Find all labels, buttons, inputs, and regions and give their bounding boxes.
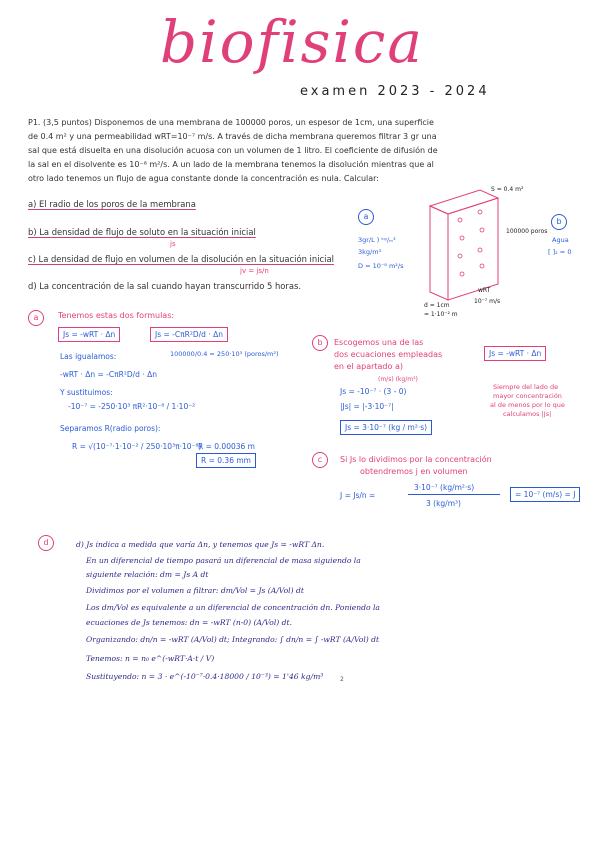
- page-number: 2: [340, 676, 344, 683]
- diagram-thickness-1: d = 1cm: [424, 302, 450, 309]
- question-c: c) La densidad de flujo en volumen de la disolución en la situación inicial: [28, 254, 334, 264]
- diagram-pores: 100000 poros: [506, 228, 548, 235]
- page-title: biofisica: [160, 8, 424, 76]
- solution-d-marker: d: [38, 535, 54, 551]
- solution-d-line-5: Los dm/Vol es equivalente a un diferencial de concentración dn. Poniendo la: [86, 603, 380, 612]
- solution-a-formula-2: Js = -CπR²D/d · Δn: [150, 327, 228, 342]
- question-b: b) La densidad de flujo de soluto en la situación inicial: [28, 227, 256, 237]
- solution-b-formula: Js = -wRT · Δn: [484, 346, 546, 361]
- solution-b-result: Js = 3·10⁻⁷ (kg / m²·s): [340, 420, 432, 435]
- question-c-note: jv = js/n: [240, 267, 269, 275]
- diagram-conc-1: 3gr/L ) ᵏᵍ/ₘ³: [358, 236, 396, 244]
- solution-b-text-1: Escogemos una de las: [334, 338, 424, 347]
- solution-b-units: (m/s) (kg/m³): [378, 376, 418, 383]
- question-b-note: js: [170, 240, 176, 248]
- solution-a-separate: Separamos R(radio poros):: [60, 424, 161, 433]
- solution-b-note-1: Siempre del lado de: [493, 383, 559, 391]
- diagram-surface: S = 0.4 m²: [491, 186, 524, 193]
- problem-line-1: P1. (3,5 puntos) Disponemos de una membrana de 100000 poros, un espesor de 1cm, una superficie: [28, 118, 434, 127]
- diagram-label-b: b: [551, 214, 567, 230]
- solution-a-equation-2: -10⁻⁷ = -250·10³ πR²·10⁻⁸ / 1·10⁻²: [68, 402, 196, 411]
- problem-line-4: la sal en el disolvente es 10⁻⁸ m²/s. A un lado de la membrana tenemos la disolución mientras que al: [28, 160, 434, 169]
- diagram-water-conc: [ ]₂ = 0: [548, 248, 572, 256]
- question-a: a) El radio de los poros de la membrana: [28, 199, 196, 209]
- solution-a-equal: Las igualamos:: [60, 352, 117, 361]
- solution-a-radius-equation: R = √(10⁻⁷·1·10⁻² / 250·10³π·10⁻⁸): [72, 442, 202, 451]
- solution-c-result: = 10⁻⁷ (m/s) = J: [510, 487, 580, 502]
- solution-c-fraction-line: [408, 494, 500, 495]
- solution-c-text-1: Si Js lo dividimos por la concentración: [340, 455, 492, 464]
- solution-c-denominator: 3 (kg/m³): [426, 499, 461, 508]
- diagram-wrt-value: 10⁻⁷ m/s: [474, 298, 501, 305]
- diagram-thickness-2: = 1·10⁻² m: [424, 311, 458, 318]
- solution-a-subst: Y sustituimos:: [60, 388, 113, 397]
- solution-d-line-7: Organizando: dn/n = -wRT (A/Vol) dt; Integrando: ∫ dn/n = ∫ -wRT (A/Vol) dt: [86, 635, 380, 644]
- solution-b-marker: b: [312, 335, 328, 351]
- solution-c-text-2: obtendremos j en volumen: [360, 467, 468, 476]
- diagram-diffusion: D = 10⁻⁸ m²/s: [358, 262, 404, 270]
- solution-b-note-4: calculamos |Js|: [503, 410, 552, 418]
- question-d: d) La concentración de la sal cuando hayan transcurrido 5 horas.: [28, 281, 302, 291]
- solution-d-line-4: Dividimos por el volumen a filtrar: dm/Vol = Js (A/Vol) dt: [86, 586, 304, 595]
- solution-c-marker: c: [312, 452, 328, 468]
- solution-a-equation-1: -wRT · Δn = -CπR²D/d · Δn: [60, 370, 157, 379]
- exam-subtitle: examen 2023 - 2024: [300, 84, 490, 99]
- solution-b-absolute: |Js| = |-3·10⁻⁷|: [340, 402, 394, 411]
- diagram-conc-2: 3kg/m³: [358, 248, 382, 256]
- solution-a-marker: a: [28, 310, 44, 326]
- solution-b-equation: Js = -10⁻⁷ · (3 - 0): [340, 387, 407, 396]
- solution-b-text-2: dos ecuaciones empleadas: [334, 350, 443, 359]
- solution-a-formula-1: Js = -wRT · Δn: [58, 327, 120, 342]
- solution-c-equation-left: J = Js/n =: [340, 491, 376, 500]
- solution-d-line-6: ecuaciones de Js tenemos: dn = -wRT (n-0) (A/Vol) dt.: [86, 618, 293, 627]
- solution-a-radius-meters: R = 0.00036 m: [198, 442, 255, 451]
- solution-a-pores-density: 100000/0.4 = 250·10³ (poros/m²): [170, 350, 279, 358]
- solution-d-line-3: siguiente relación: dm = Js A dt: [86, 570, 209, 579]
- solution-c-numerator: 3·10⁻⁷ (kg/m²·s): [414, 483, 475, 492]
- problem-line-3: sal que está disuelta en una disolución acuosa con un volumen de 1 litro. El coeficiente de difusión de: [28, 146, 438, 155]
- solution-d-line-9: Sustituyendo: n = 3 · e^(-10⁻⁷·0.4·18000 / 10⁻³) = 1'46 kg/m³: [86, 672, 324, 681]
- diagram-water: Agua: [552, 236, 569, 244]
- membrane-diagram: [420, 188, 510, 308]
- diagram-label-a: a: [358, 209, 374, 225]
- solution-a-intro: Tenemos estas dos formulas:: [58, 311, 175, 320]
- solution-d-line-2: En un diferencial de tiempo pasará un diferencial de masa siguiendo la: [86, 556, 361, 565]
- solution-a-radius-result: R = 0.36 mm: [196, 453, 256, 468]
- solution-d-line-1: d) Js indica a medida que varía Δn, y tenemos que Js = -wRT Δn.: [76, 540, 325, 549]
- solution-b-note-3: al de menos por lo que: [490, 401, 565, 409]
- problem-line-2: de 0.4 m² y una permeabilidad wRT=10⁻⁷ m/s. A través de dicha membrana queremos filtrar 3 gr una: [28, 132, 437, 141]
- solution-d-line-8: Tenemos: n = n₀ e^(-wRT·A·t / V): [86, 654, 215, 663]
- solution-b-text-3: en el apartado a): [334, 362, 403, 371]
- solution-b-note-2: mayor concentración: [493, 392, 562, 400]
- diagram-wrt: wRT: [478, 287, 491, 294]
- problem-line-5: otro lado tenemos un flujo de agua constante donde la concentración es nula. Calcular:: [28, 174, 380, 183]
